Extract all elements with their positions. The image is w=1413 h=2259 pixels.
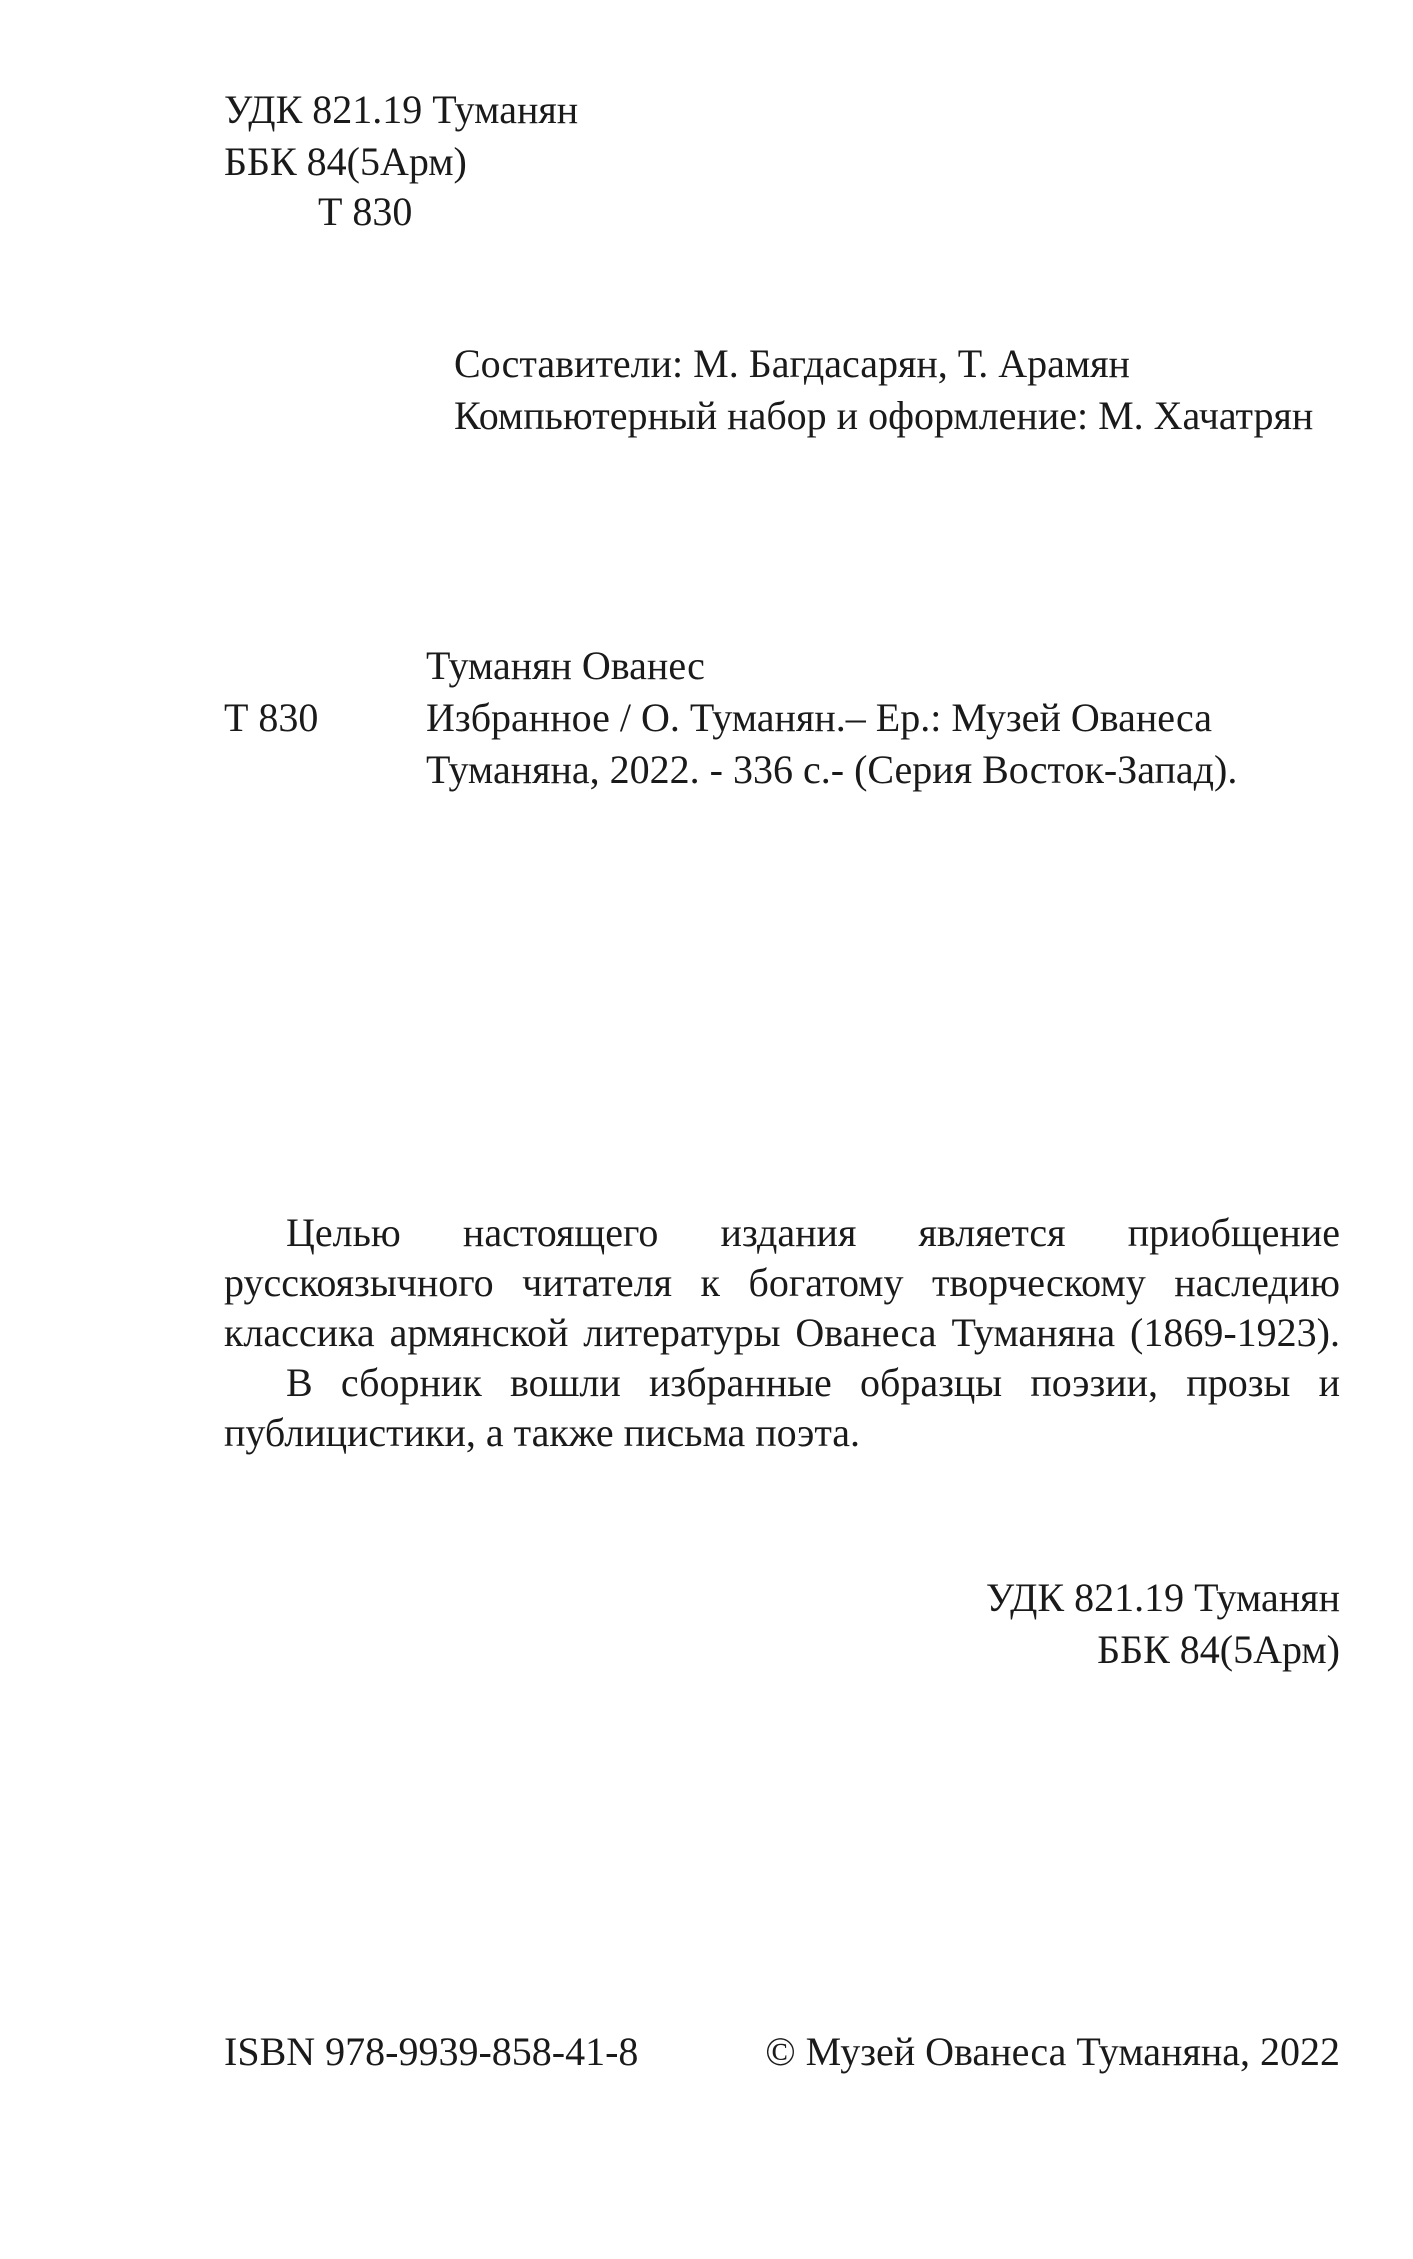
annotation-line: русскоязычного читателя к богатому творческому наследию xyxy=(224,1260,1340,1305)
bbk-code: ББК 84(5Арм) xyxy=(224,139,467,184)
bib-author: Туманян Ованес xyxy=(426,643,705,688)
isbn: ISBN 978-9939-858-41-8 xyxy=(224,2029,639,2074)
annotation-line: классика армянской литературы Ованеса Туманяна (1869-1923). xyxy=(224,1310,1340,1355)
footer-udk-code: УДК 821.19 Туманян xyxy=(985,1575,1340,1620)
bib-mark: Т 830 xyxy=(224,695,319,740)
annotation xyxy=(224,1208,1340,1458)
layout-credit: Компьютерный набор и оформление: М. Хачатрян xyxy=(454,393,1314,438)
bib-line-2: Туманяна, 2022. - 336 с.- (Серия Восток-Запад). xyxy=(426,747,1238,792)
annotation-line: публицистики, а также письма поэта. xyxy=(224,1410,861,1455)
annotation-line: Целью настоящего издания является приобщение xyxy=(286,1210,1340,1255)
author-mark: Т 830 xyxy=(318,189,413,234)
udk-code: УДК 821.19 Туманян xyxy=(224,87,579,132)
bib-line-1: Избранное / О. Туманян.– Ер.: Музей Ованеса xyxy=(426,695,1212,740)
footer-bbk-code: ББК 84(5Арм) xyxy=(1097,1627,1340,1672)
copyright: © Музей Ованеса Туманяна, 2022 xyxy=(765,2029,1340,2074)
compilers-credit: Составители: М. Багдасарян, Т. Арамян xyxy=(454,341,1130,386)
annotation-line: В сборник вошли избранные образцы поэзии, прозы и xyxy=(286,1360,1340,1405)
